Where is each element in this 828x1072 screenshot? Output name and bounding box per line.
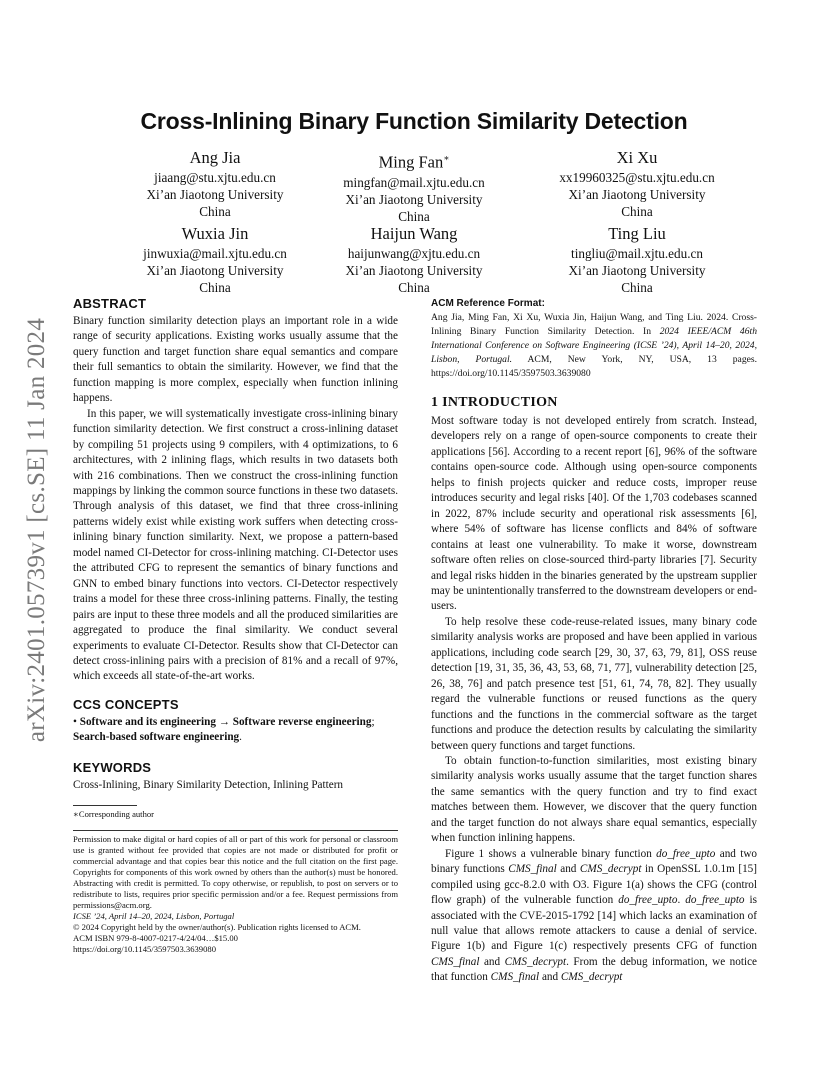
author-name: Xi Xu [616, 148, 658, 167]
introduction-paragraph: Figure 1 shows a vulnerable binary function do_free_upto and two binary functions CMS_final and CMS_decrypt in OpenSSL 1.0.1m [15] compiled using gcc-8.2.0 with O3. Figure 1(a) shows the CFG (control flow graph) of the vulnerable function do_free_upto. do_free_upto is associated with the CVE-2015-1792 [14] which lacks an examination of null value that allows remote attackers to cause a denial of service. Figure 1(b) and Figure 1(c) respectively presents CFG of function CMS_final and CMS_decrypt. From the debug information, we notice that function CMS_final and CMS_decrypt [431, 847, 758, 984]
author-country: China [621, 280, 653, 295]
author-block [105, 224, 325, 296]
author-block [527, 224, 747, 296]
keywords-text: Cross-Inlining, Binary Similarity Detection, Inlining Pattern [73, 778, 344, 791]
introduction-paragraph: To help resolve these code-reuse-related issues, many binary code similarity analysis works are proposed and have been applied in various applications, including code search [29, 30, 37, 63, 79, 81], OSS reuse detection [19, 31, 35, 36, 43, 53, 68, 71, 77], vulnerability detection [25, 26, 38, 76] and patch presence test [51, 61, 74, 78, 82]. They usually regard the vulnerable functions or reused functions as the query functions and the functions in the commercial software as the target functions and produce the detection results by calculating the similarity between query functions and target functions. [431, 615, 757, 752]
abstract-heading: ABSTRACT [73, 296, 147, 311]
introduction-paragraph: To obtain function-to-function similarities, most existing binary similarity analysis works usually assume that the target function shares the same semantics with the query function and try to find exact matches between them. However, we discover that the query function and the target function do not always share equal semantics, especially when function inlining happens. [431, 754, 757, 845]
conference-venue: ICSE ’24, April 14–20, 2024, Lisbon, Portugal [73, 910, 235, 921]
author-country: China [199, 204, 231, 219]
author-affiliation: Xi’an Jiaotong University [146, 187, 284, 202]
ccs-end: . [239, 731, 242, 744]
keywords-heading: KEYWORDS [73, 759, 152, 775]
abstract-paragraph: In this paper, we will systematically investigate cross-inlining binary function similarity detection. We first construct a cross-inlining dataset by compiling 51 projects using 9 compilers, with 4 optimizations, to 6 architectures, with 2 inlining flags, which results in two datasets both with 216 combinations. Then we construct the cross-inlining function mappings by linking the common source functions in these two datasets. Through analysis of this dataset, we find that three cross-inlining patterns widely exist while existing work suffers when detecting cross-inlining binary function similarity. Next, we propose a pattern-based model named CI-Detector for cross-inlining matching. CI-Detector uses the attributed CFG to represent the semantics of binary functions and GNN to embed binary functions into vectors. CI-Detector respectively trains a model for these three cross-inlining patterns. Finally, the testing pairs are input to these three models and all the produced similarities are aggregated to produce the final similarity. We conduct several experiments to evaluate CI-Detector. Results show that CI-Detector can detect cross-inlining pairs with a precision of 81% and a recall of 97%, which exceeds all state-of-the-art works. [73, 407, 398, 683]
author-block [527, 148, 747, 220]
permission-notice: Permission to make digital or hard copies of all or part of this work for personal or classroom use is granted without fee provided that copies are not made or distributed for profit or commercial advantage and that copies bear this notice and the full citation on the first page. Copyrights for components of this work owned by others than the author(s) must be honored. Abstracting with credit is permitted. To copy otherwise, or republish, to post on servers or to redistribute to lists, requires prior specific permission and/or a fee. Request permissions from permissions@acm.org. [73, 834, 398, 910]
ccs-term: Software and its engineering [79, 715, 216, 728]
ccs-term: Software reverse engineering [232, 715, 372, 728]
author-block [304, 224, 524, 296]
author-email: jinwuxia@mail.xjtu.edu.cn [143, 246, 287, 261]
footnote-rule [73, 805, 137, 806]
ccs-term: Search-based software engineering [73, 731, 240, 744]
ccs-concepts-text [73, 715, 398, 746]
introduction-paragraph: Most software today is not developed entirely from scratch. Instead, developers rely on a range of open-source components to create their applications [56]. According to a recent report [6], 96% of the software contains open-source code. Although using open-source components helps to finish projects quicker and reduce costs, improper reuse introduces security and legal risks [40]. Of the 1,703 codebases scanned in 2022, 87% include security and operational risk assessments [6], where 54% of software has license conflicts and 84% of software contains at least one vulnerability. To make it worse, downstream software often relies on close-sourced third-party libraries [7]. Security and legal risks hidden in the binaries generated by the upstream supplier may be unintentionally transferred to the downstream developers or end-users. [431, 415, 757, 613]
author-affiliation: Xi’an Jiaotong University [345, 191, 483, 207]
author-affiliation: Xi’an Jiaotong University [345, 263, 483, 278]
author-name: Ting Liu [608, 224, 666, 243]
permission-rule [73, 830, 398, 831]
author-name: Haijun Wang [370, 224, 458, 243]
author-email: jiaang@stu.xjtu.edu.cn [154, 170, 276, 185]
corresponding-author-mark: ∗ [443, 153, 450, 163]
author-name: Ang Jia [189, 148, 241, 167]
right-column [431, 298, 757, 986]
arxiv-identifier-stamp [8, 300, 66, 760]
paper-title: Cross-Inlining Binary Function Similarity Detection [140, 108, 688, 134]
corresponding-author-footnote: ∗Corresponding author [73, 809, 155, 820]
abstract-paragraph: Binary function similarity detection plays an important role in a wide range of security applications. Existing works usually assume that the query function and target function share equal semantics and compare their full semantics to obtain the similarity. However, we find that the function mapping is more complex, especially when function inlining happens. [73, 315, 398, 405]
acm-reference-heading: ACM Reference Format: [431, 298, 545, 309]
author-email: haijunwang@xjtu.edu.cn [347, 246, 481, 261]
acm-reference-text: Ang Jia, Ming Fan, Xi Xu, Wuxia Jin, Haijun Wang, and Ting Liu. 2024. Cross-Inlining Binary Function Similarity Detection. In 2024 IEEE/ACM 46th International Conference on Software Engineering (ICSE ’24), April 14–20, 2024, Lisbon, Portugal. ACM, New York, NY, USA, 13 pages. https://doi.org/10.1145/3597503.3639080 [431, 312, 758, 379]
author-country: China [199, 280, 231, 295]
ccs-arrow: → [218, 715, 230, 728]
author-email: xx19960325@stu.xjtu.edu.cn [559, 170, 715, 185]
author-country: China [621, 204, 653, 219]
author-name: Wuxia Jin [181, 224, 249, 243]
author-country: China [398, 208, 430, 224]
ccs-separator: ; [371, 715, 375, 728]
left-column [73, 296, 398, 955]
ccs-concepts-heading: CCS CONCEPTS [73, 696, 179, 712]
author-affiliation: Xi’an Jiaotong University [568, 263, 706, 278]
author-name: Ming Fan [378, 152, 444, 172]
author-email: tingliu@mail.xjtu.edu.cn [571, 246, 703, 261]
author-country: China [398, 280, 430, 295]
author-block [304, 148, 524, 225]
isbn-line: ACM ISBN 979-8-4007-0217-4/24/04…$15.00 [73, 932, 238, 943]
author-block [105, 148, 325, 220]
author-email: mingfan@mail.xjtu.edu.cn [343, 174, 485, 190]
author-affiliation: Xi’an Jiaotong University [568, 187, 706, 202]
arxiv-identifier-text: arXiv:2401.05739v1 [cs.SE] 11 Jan 2024 [23, 317, 51, 743]
ccs-bullet: • [73, 715, 77, 728]
author-affiliation: Xi’an Jiaotong University [146, 263, 284, 278]
introduction-heading: 1 INTRODUCTION [431, 395, 558, 410]
doi-line: https://doi.org/10.1145/3597503.3639080 [73, 943, 216, 954]
copyright-line: © 2024 Copyright held by the owner/author(s). Publication rights licensed to ACM. [73, 921, 361, 932]
